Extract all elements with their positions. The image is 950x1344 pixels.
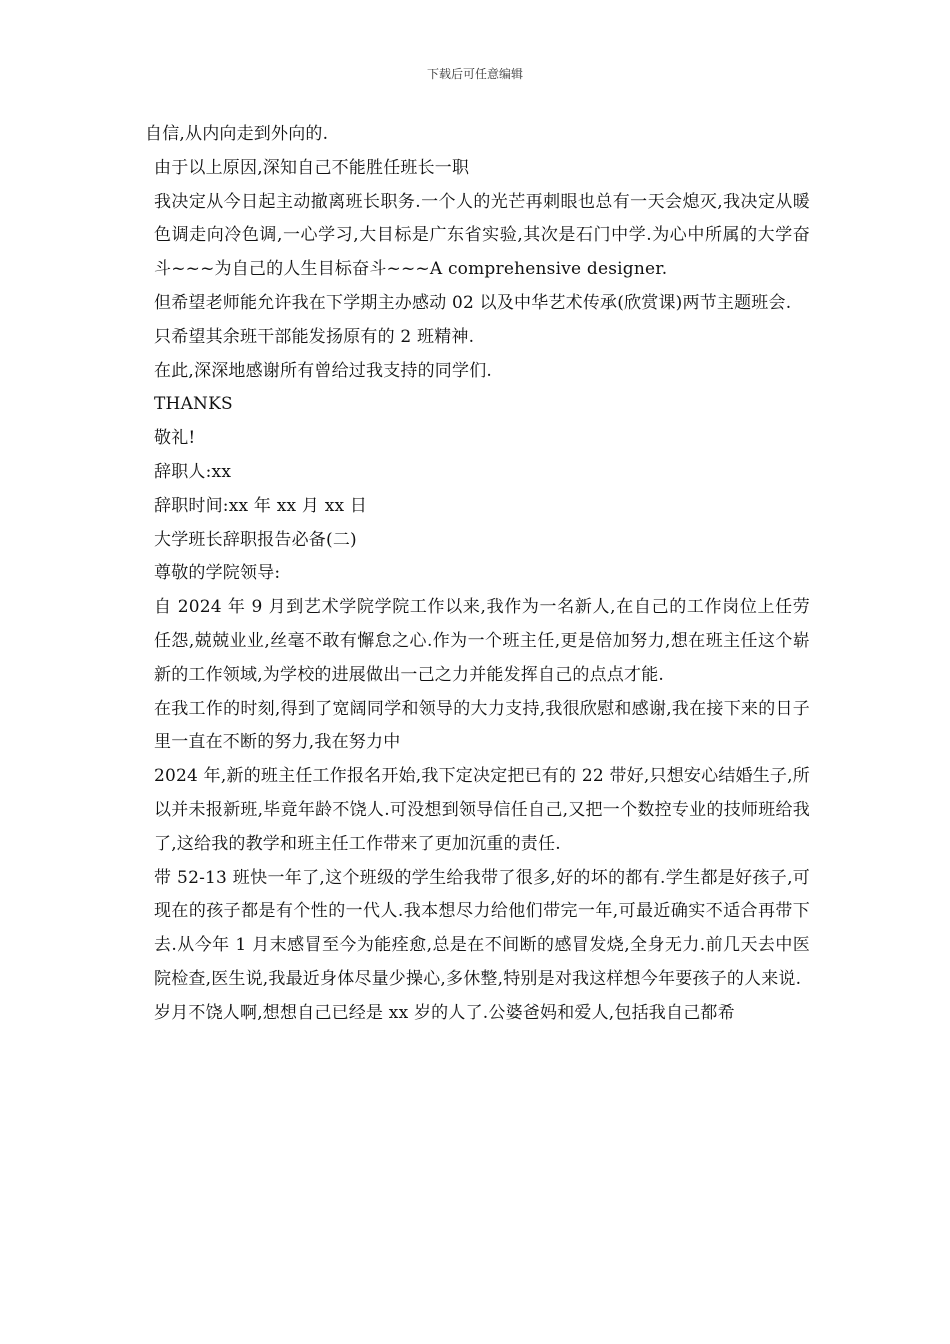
paragraph: 带 52-13 班快一年了,这个班级的学生给我带了很多,好的坏的都有.学生都是好孩子,可现在的孩子都是有个性的一代人.我本想尽力给他们带完一年,可最近确实不适合再带下去.从今年 1 月末感冒至今为能痊愈,总是在不间断的感冒发烧,全身无力.前几天去中医院检查,医生说,我最近身体尽量少操心,多休整,特别是对我这样想今年要孩子的人来说. — [154, 867, 810, 989]
paragraph: 我决定从今日起主动撤离班长职务.一个人的光芒再刺眼也总有一天会熄灭,我决定从暖色调走向冷色调,一心学习,大目标是广东省实验,其次是石门中学.为心中所属的大学奋斗~~~为自己的人生目标奋斗~~~A comprehensive designer. — [154, 191, 810, 280]
paragraph: 在我工作的时刻,得到了宽阔同学和领导的大力支持,我很欣慰和感谢,我在接下来的日子里一直在不断的努力,我在努力中 — [154, 698, 810, 753]
signature-name: 辞职人:xx — [154, 461, 232, 482]
signature-date: 辞职时间:xx 年 xx 月 xx 日 — [154, 495, 368, 516]
paragraph: 在此,深深地感谢所有曾给过我支持的同学们. — [154, 360, 493, 381]
paragraph: 但希望老师能允许我在下学期主办感动 02 以及中华艺术传承(欣赏课)两节主题班会. — [154, 292, 792, 313]
paragraph: 由于以上原因,深知自己不能胜任班长一职 — [154, 157, 470, 178]
salutation: 敬礼! — [154, 428, 196, 449]
paragraph: 只希望其余班干部能发扬原有的 2 班精神. — [154, 326, 475, 347]
section-title: 大学班长辞职报告必备(二) — [154, 529, 357, 550]
paragraph: 2024 年,新的班主任工作报名开始,我下定决定把已有的 22 带好,只想安心结婚生子,所以并未报新班,毕竟年龄不饶人.可没想到领导信任自己,又把一个数控专业的技师班给我了,这给我的教学和班主任工作带来了更加沉重的责任. — [154, 766, 810, 854]
paragraph: 岁月不饶人啊,想想自己已经是 xx 岁的人了.公婆爸妈和爱人,包括我自己都希 — [154, 1002, 735, 1023]
paragraph: 自信,从内向走到外向的. — [145, 124, 329, 144]
closing-thanks: THANKS — [154, 394, 233, 415]
page-header-caption: 下载后可任意编辑 — [426, 67, 523, 81]
document-body — [145, 118, 810, 1031]
letter-greeting: 尊敬的学院领导: — [154, 563, 281, 584]
paragraph: 自 2024 年 9 月到艺术学院学院工作以来,我作为一名新人,在自己的工作岗位上任劳任怨,兢兢业业,丝毫不敢有懈怠之心.作为一个班主任,更是倍加努力,想在班主任这个崭新的工作领域,为学校的进展做出一己之力并能发挥自己的点点才能. — [154, 597, 810, 685]
